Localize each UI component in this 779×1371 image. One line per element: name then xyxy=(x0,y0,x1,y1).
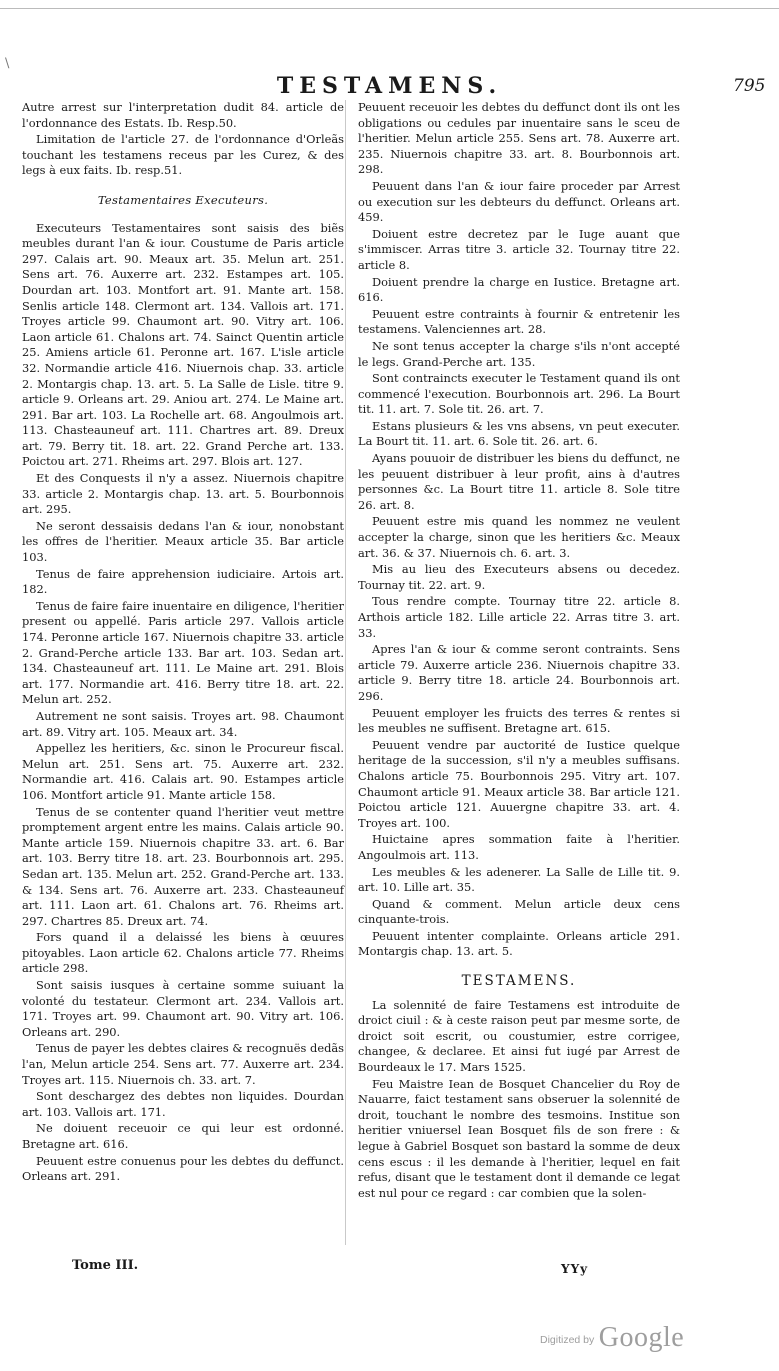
entry-paragraph: Feu Maistre Iean de Bosquet Chancelier du Roy de Nauarre, faict testament sans obseruer la solennité de droit, touchant le nombre des tesmoins. Institue son heritier vniuersel Iean Bosquet fils de son frere : & legue à Gabriel Bosquet son bastard la somme de deux cens escus : il les demande à l'heritier, lequel en fait refus, disant que le testament dont il demande ce legat est nul pour ce regard : car combien que la solen- xyxy=(358,1076,680,1200)
entry-paragraph: Executeurs Testamentaires sont saisis des biẽs meubles durant l'an & iour. Coustume de Paris article 297. Calais art. 90. Meaux art. 35. Melun art. 251. Sens art. 76. Auxerre art. 232. Estampes art. 105. Dourdan art. 103. Montfort art. 91. Mante art. 158. Senlis article 148. Clermont art. 134. Vallois art. 171. Troyes article 99. Chaumont art. 90. Vitry art. 106. Laon article 61. Chalons art. 74. Sainct Quentin article 25. Amiens article 61. Peronne art. 167. L'isle article 32. Normandie article 416. Niuernois chap. 33. article 2. Montargis chap. 13. art. 5. La Salle de Lisle. titre 9. article 9. Orleans art. 29. Aniou art. 274. Le Maine art. 291. Bar art. 103. La Rochelle art. 68. Angoulmois art. 113. Chasteauneuf art. 111. Chartres art. 89. Dreux art. 79. Berry tit. 18. art. 22. Grand Perche art. 133. Poictou art. 271. Rheims art. 297. Blois art. 127. xyxy=(22,220,344,469)
entry-paragraph: Peuuent receuoir les debtes du deffunct dont ils ont les obligations ou cedules par inuentaire sans le sceu de l'heritier. Melun article 255. Sens art. 78. Auxerre art. 235. Niuernois chapitre 33. art. 8. Bourbonnois art. 298. xyxy=(358,100,680,177)
entry-paragraph: Appellez les heritiers, &c. sinon le Procureur fiscal. Melun art. 251. Sens art. 75. Auxerre art. 232. Normandie art. 416. Calais art. 90. Estampes article 106. Montfort article 91. Mante article 158. xyxy=(22,741,344,802)
watermark-brand: Google xyxy=(598,1322,685,1353)
entry-paragraph: Ne sont tenus accepter la charge s'ils n'ont accepté le legs. Grand-Perche art. 135. xyxy=(358,338,680,369)
entry-paragraph: Ne seront dessaisis dedans l'an & iour, nonobstant les offres de l'heritier. Meaux article 35. Bar article 103. xyxy=(22,518,344,565)
entry-paragraph: Ayans pouuoir de distribuer les biens du deffunct, ne les peuuent distribuer à leur profit, ains à d'autres personnes &c. La Bourt titre 11. article 8. Sole titre 26. art. 8. xyxy=(358,451,680,512)
entry-paragraph: Sont contraincts executer le Testament quand ils ont commencé l'execution. Bourbonnois art. 296. La Bourt tit. 11. art. 7. Sole tit. 26. art. 7. xyxy=(358,371,680,417)
running-head: TESTAMENS. xyxy=(276,73,503,99)
top-scan-edge xyxy=(0,8,779,9)
digitized-watermark xyxy=(540,1322,684,1354)
entry-paragraph: Limitation de l'article 27. de l'ordonnance d'Orleãs touchant les testamens receus par les Curez, & des legs à eux faits. Ib. resp.51. xyxy=(22,132,344,178)
entry-paragraph: Et des Conquests il n'y a assez. Niuernois chapitre 33. article 2. Montargis chap. 13. art. 5. Bourbonnois art. 295. xyxy=(22,471,344,517)
entry-paragraph: Autre arrest sur l'interpretation dudit 84. article de l'ordonnance des Estats. Ib. Resp.50. xyxy=(22,100,344,130)
entry-paragraph: Peuuent vendre par auctorité de Iustice quelque heritage de la succession, s'il n'y a meubles suffisans. Chalons article 75. Bourbonnois 295. Vitry art. 107. Chaumont article 91. Meaux article 38. Bar article 121. Poictou article 121. Auuergne chapitre 33. art. 4. Troyes art. 100. xyxy=(358,737,680,830)
entry-paragraph: Peuuent estre contraints à fournir & entretenir les testamens. Valenciennes art. 28. xyxy=(358,306,680,337)
entry-paragraph: Ne doiuent receuoir ce qui leur est ordonné. Bretagne art. 616. xyxy=(22,1121,344,1151)
margin-mark: \ xyxy=(5,56,10,71)
entry-paragraph: Tenus de faire faire inuentaire en diligence, l'heritier present ou appellé. Paris article 297. Vallois article 174. Peronne article 167. Niuernois chapitre 33. article 2. Grand-Perche article 133. Bar art. 103. Sedan art. 134. Chasteauneuf art. 111. Le Maine art. 291. Blois art. 177. Normandie art. 416. Berry titre 18. art. 22. Melun art. 252. xyxy=(22,598,344,707)
section-heading-testamens: TESTAMENS. xyxy=(461,973,577,990)
entry-paragraph: Peuuent intenter complainte. Orleans article 291. Montargis chap. 13. art. 5. xyxy=(358,928,680,959)
column-divider xyxy=(345,100,346,1245)
entry-paragraph: Sont saisis iusques à certaine somme suiuant la volonté du testateur. Clermont art. 234. Vallois art. 171. Troyes art. 99. Chaumont art. 90. Vitry art. 106. Orleans art. 290. xyxy=(22,978,344,1039)
section-heading-executeurs: Testamentaires Executeurs. xyxy=(97,192,269,207)
entry-paragraph: Doiuent estre decretez par le Iuge auant que s'immiscer. Arras titre 3. article 32. Tournay titre 22. article 8. xyxy=(358,226,680,272)
page-number: 795 xyxy=(733,76,766,96)
right-column xyxy=(358,100,680,1202)
entry-paragraph: Tenus de payer les debtes claires & recognuës dedãs l'an, Melun article 254. Sens art. 77. Auxerre art. 234. Troyes art. 115. Niuernois ch. 33. art. 7. xyxy=(22,1041,344,1087)
entry-paragraph: Tous rendre compte. Tournay titre 22. article 8. Arthois article 182. Lille article 22. Arras titre 3. art. 33. xyxy=(358,594,680,640)
entry-paragraph: Peuuent estre mis quand les nommez ne veulent accepter la charge, sinon que les heritiers &c. Meaux art. 36. & 37. Niuernois ch. 6. art. 3. xyxy=(358,514,680,560)
testamens-text xyxy=(358,998,680,1202)
entry-paragraph: Doiuent prendre la charge en Iustice. Bretagne art. 616. xyxy=(358,274,680,305)
entry-paragraph: Tenus de faire apprehension iudiciaire. Artois art. 182. xyxy=(22,566,344,597)
left-column xyxy=(22,100,344,1186)
signature-mark: YYy xyxy=(561,1262,589,1276)
watermark-prefix: Digitized by xyxy=(540,1334,595,1346)
right-entries xyxy=(358,100,680,960)
entry-paragraph: Quand & comment. Melun article deux cens cinquante-trois. xyxy=(358,896,680,927)
volume-label: Tome III. xyxy=(72,1258,139,1273)
entry-paragraph: Peuuent employer les fruicts des terres & rentes si les meubles ne suffisent. Bretagne art. 615. xyxy=(358,705,680,736)
entry-paragraph: Mis au lieu des Executeurs absens ou decedez. Tournay tit. 22. art. 9. xyxy=(358,562,680,592)
entry-paragraph: Peuuent estre conuenus pour les debtes du deffunct. Orleans art. 291. xyxy=(22,1153,344,1184)
entry-paragraph: Apres l'an & iour & comme seront contraints. Sens article 79. Auxerre article 236. Niuernois chapitre 33. article 9. Berry titre 18. article 24. Bourbonnois art. 296. xyxy=(358,642,680,703)
entry-paragraph: La solennité de faire Testamens est introduite de droict ciuil : & à ceste raison peut par mesme sorte, de droict soit escrit, ou coustumier, estre corrigee, changee, & declaree. Et ainsi fut iugé par Arrest de Bourdeaux le 17. Mars 1525. xyxy=(358,997,680,1075)
entry-paragraph: Les meubles & les adenerer. La Salle de Lille tit. 9. art. 10. Lille art. 35. xyxy=(358,864,680,895)
entry-paragraph: Autrement ne sont saisis. Troyes art. 98. Chaumont art. 89. Vitry art. 105. Meaux art. 34. xyxy=(22,708,344,739)
entry-paragraph: Estans plusieurs & les vns absens, vn peut executer. La Bourt tit. 11. art. 6. Sole tit. 26. art. 6. xyxy=(358,418,680,449)
entry-paragraph: Huictaine apres sommation faite à l'heritier. Angoulmois art. 113. xyxy=(358,832,680,862)
entry-paragraph: Tenus de se contenter quand l'heritier veut mettre promptement argent entre les mains. Calais article 90. Mante article 159. Niuernois chapitre 33. art. 6. Bar art. 103. Berry titre 18. art. 23. Bourbonnois art. 295. Sedan art. 135. Melun art. 252. Grand-Perche art. 133. & 134. Sens art. 76. Auxerre art. 233. Chasteauneuf art. 111. Laon art. 61. Chalons art. 76. Rheims art. 297. Chartres 85. Dreux art. 74. xyxy=(22,804,344,928)
entry-paragraph: Fors quand il a delaissé les biens à œuures pitoyables. Laon article 62. Chalons article 77. Rheims article 298. xyxy=(22,930,344,976)
left-intro-paragraphs xyxy=(22,100,344,179)
left-entries xyxy=(22,221,344,1185)
entry-paragraph: Peuuent dans l'an & iour faire proceder par Arrest ou execution sur les debteurs du deffunct. Orleans art. 459. xyxy=(358,178,680,225)
entry-paragraph: Sont deschargez des debtes non liquides. Dourdan art. 103. Vallois art. 171. xyxy=(22,1089,344,1119)
